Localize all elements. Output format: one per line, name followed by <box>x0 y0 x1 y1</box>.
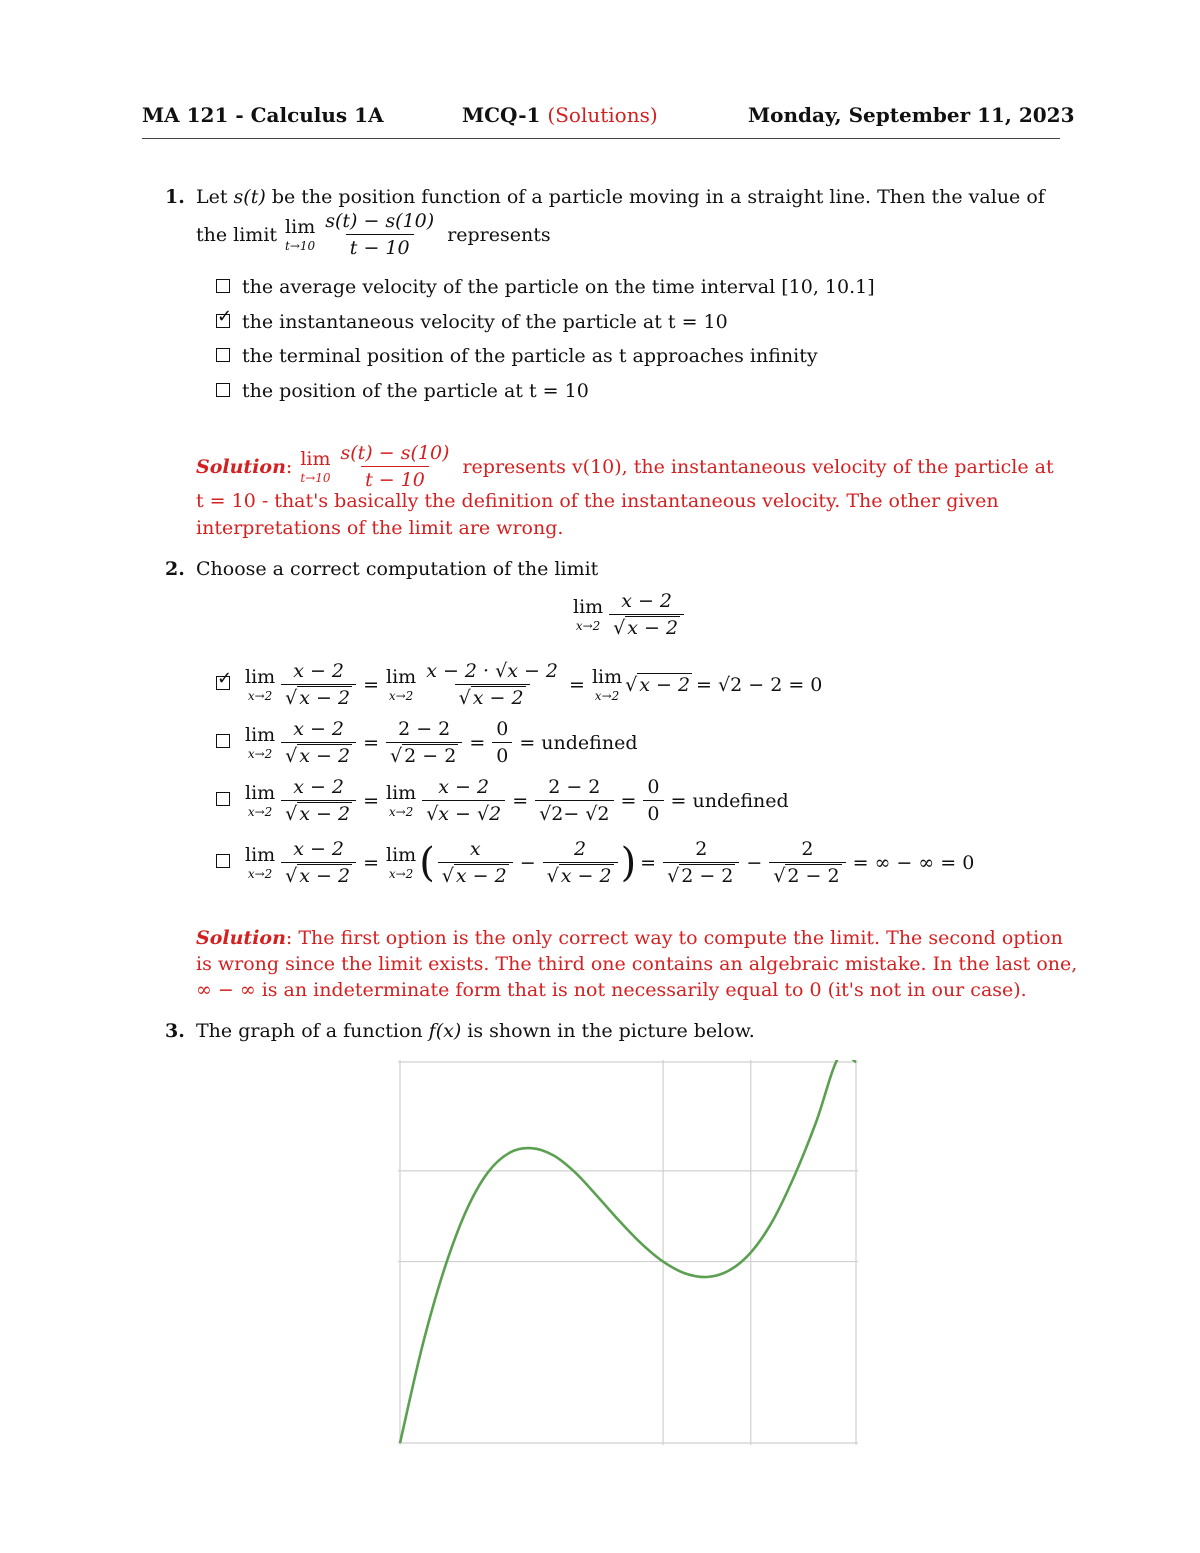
graph-grid <box>398 1060 858 1445</box>
q2-option-1[interactable]: ✓ lim x→2 $\frac{x - 2}{√ x - 2}$ = lim x→2 $\frac{x - 2 \cdot √x - 2}{√ x - 2}$ = lim x→2 √ x − 2 = √2 − 2 = 0 <box>216 660 822 709</box>
q1-option-3[interactable]: the terminal position of the particle as t approaches infinity <box>216 345 818 367</box>
checkbox-empty-icon[interactable] <box>216 734 230 748</box>
function-curve <box>400 1060 856 1443</box>
q2-prompt: Choose a correct computation of the limit <box>196 558 599 580</box>
q2-display-limit: lim x→2 $\frac{x - 2}{√ x - 2}$ <box>570 590 687 639</box>
q1-fraction: $\frac{s(t) - s(10)}{t - 10}$ <box>325 210 435 259</box>
q2-solution-line1: Solution: The first option is the only correct way to compute the limit. The second option <box>196 927 1063 949</box>
solutions-tag: (Solutions) <box>547 103 658 127</box>
q1-intro-line2: the limit lim t→10 $\frac{s(t) - s(10)}{t - 10}$ represents <box>196 210 551 259</box>
q1-number: 1. <box>165 186 185 208</box>
q1-lim: lim t→10 <box>285 215 316 253</box>
checkbox-empty-icon[interactable] <box>216 279 230 293</box>
checkbox-empty-icon[interactable] <box>216 383 230 397</box>
checkbox-empty-icon[interactable] <box>216 792 230 806</box>
header-rule <box>142 138 1060 139</box>
q1-st: s(t) <box>233 186 266 208</box>
q2-option-3[interactable]: lim x→2 $\frac{x - 2}{√ x - 2}$ = lim x→2 $\frac{x - 2}{√x - √2}$ = $\frac{2 - 2}{√2- √2}$ = $\frac{0}{0}$ = undefined <box>216 776 789 825</box>
quiz-title <box>462 103 658 127</box>
checkbox-checked-icon[interactable] <box>216 314 230 328</box>
quiz-name: MCQ-1 <box>462 103 541 127</box>
q1-option-1[interactable]: the average velocity of the particle on the time interval [10, 10.1] <box>216 276 875 298</box>
quiz-date: Monday, September 11, 2023 <box>748 103 1075 127</box>
q1-solution-line3: interpretations of the limit are wrong. <box>196 517 564 539</box>
checkbox-checked-icon[interactable] <box>216 676 230 690</box>
q1-solution-line1: Solution : lim t→10 $\frac{s(t) - s(10)}{t - 10}$ represents v(10), the instantaneous velocity of the particle at <box>196 442 1054 491</box>
q3-fx: f(x) <box>428 1020 462 1042</box>
q1-option-4[interactable]: the position of the particle at t = 10 <box>216 380 589 402</box>
q2-number: 2. <box>165 558 185 580</box>
q1-solution-line2: t = 10 - that's basically the definition of the instantaneous velocity. The other given <box>196 490 999 512</box>
q3-number: 3. <box>165 1020 185 1042</box>
q2-solution-line2: is wrong since the limit exists. The third one contains an algebraic mistake. In the last one, <box>196 953 1078 975</box>
course-title: MA 121 - Calculus 1A <box>142 103 384 127</box>
q1-option-2[interactable]: ✓the instantaneous velocity of the particle at t = 10 <box>216 311 728 333</box>
q1-intro-line1: Let s(t) be the position function of a particle moving in a straight line. Then the value of <box>196 186 1045 208</box>
checkbox-empty-icon[interactable] <box>216 854 230 868</box>
q2-solution-line3: ∞ − ∞ is an indeterminate form that is not necessarily equal to 0 (it's not in our case). <box>196 979 1027 1001</box>
q3-prompt: The graph of a function f(x) is shown in the picture below. <box>196 1020 755 1042</box>
function-graph <box>398 1060 858 1445</box>
q2-option-4[interactable]: lim x→2 $\frac{x - 2}{√ x - 2}$ = lim x→2 ( $\frac{x}{√ x - 2}$ − $\frac{2}{√ x - 2}$ ) = $\frac{2}{√ 2 - 2}$ − $\frac{2}{√ 2 - 2}$ = ∞ − ∞ = 0 <box>216 838 974 887</box>
checkbox-empty-icon[interactable] <box>216 348 230 362</box>
q2-option-2[interactable]: lim x→2 $\frac{x - 2}{√ x - 2}$ = $\frac{2 - 2}{√ 2 - 2}$ = $\frac{0}{0}$ = undefined <box>216 718 637 767</box>
